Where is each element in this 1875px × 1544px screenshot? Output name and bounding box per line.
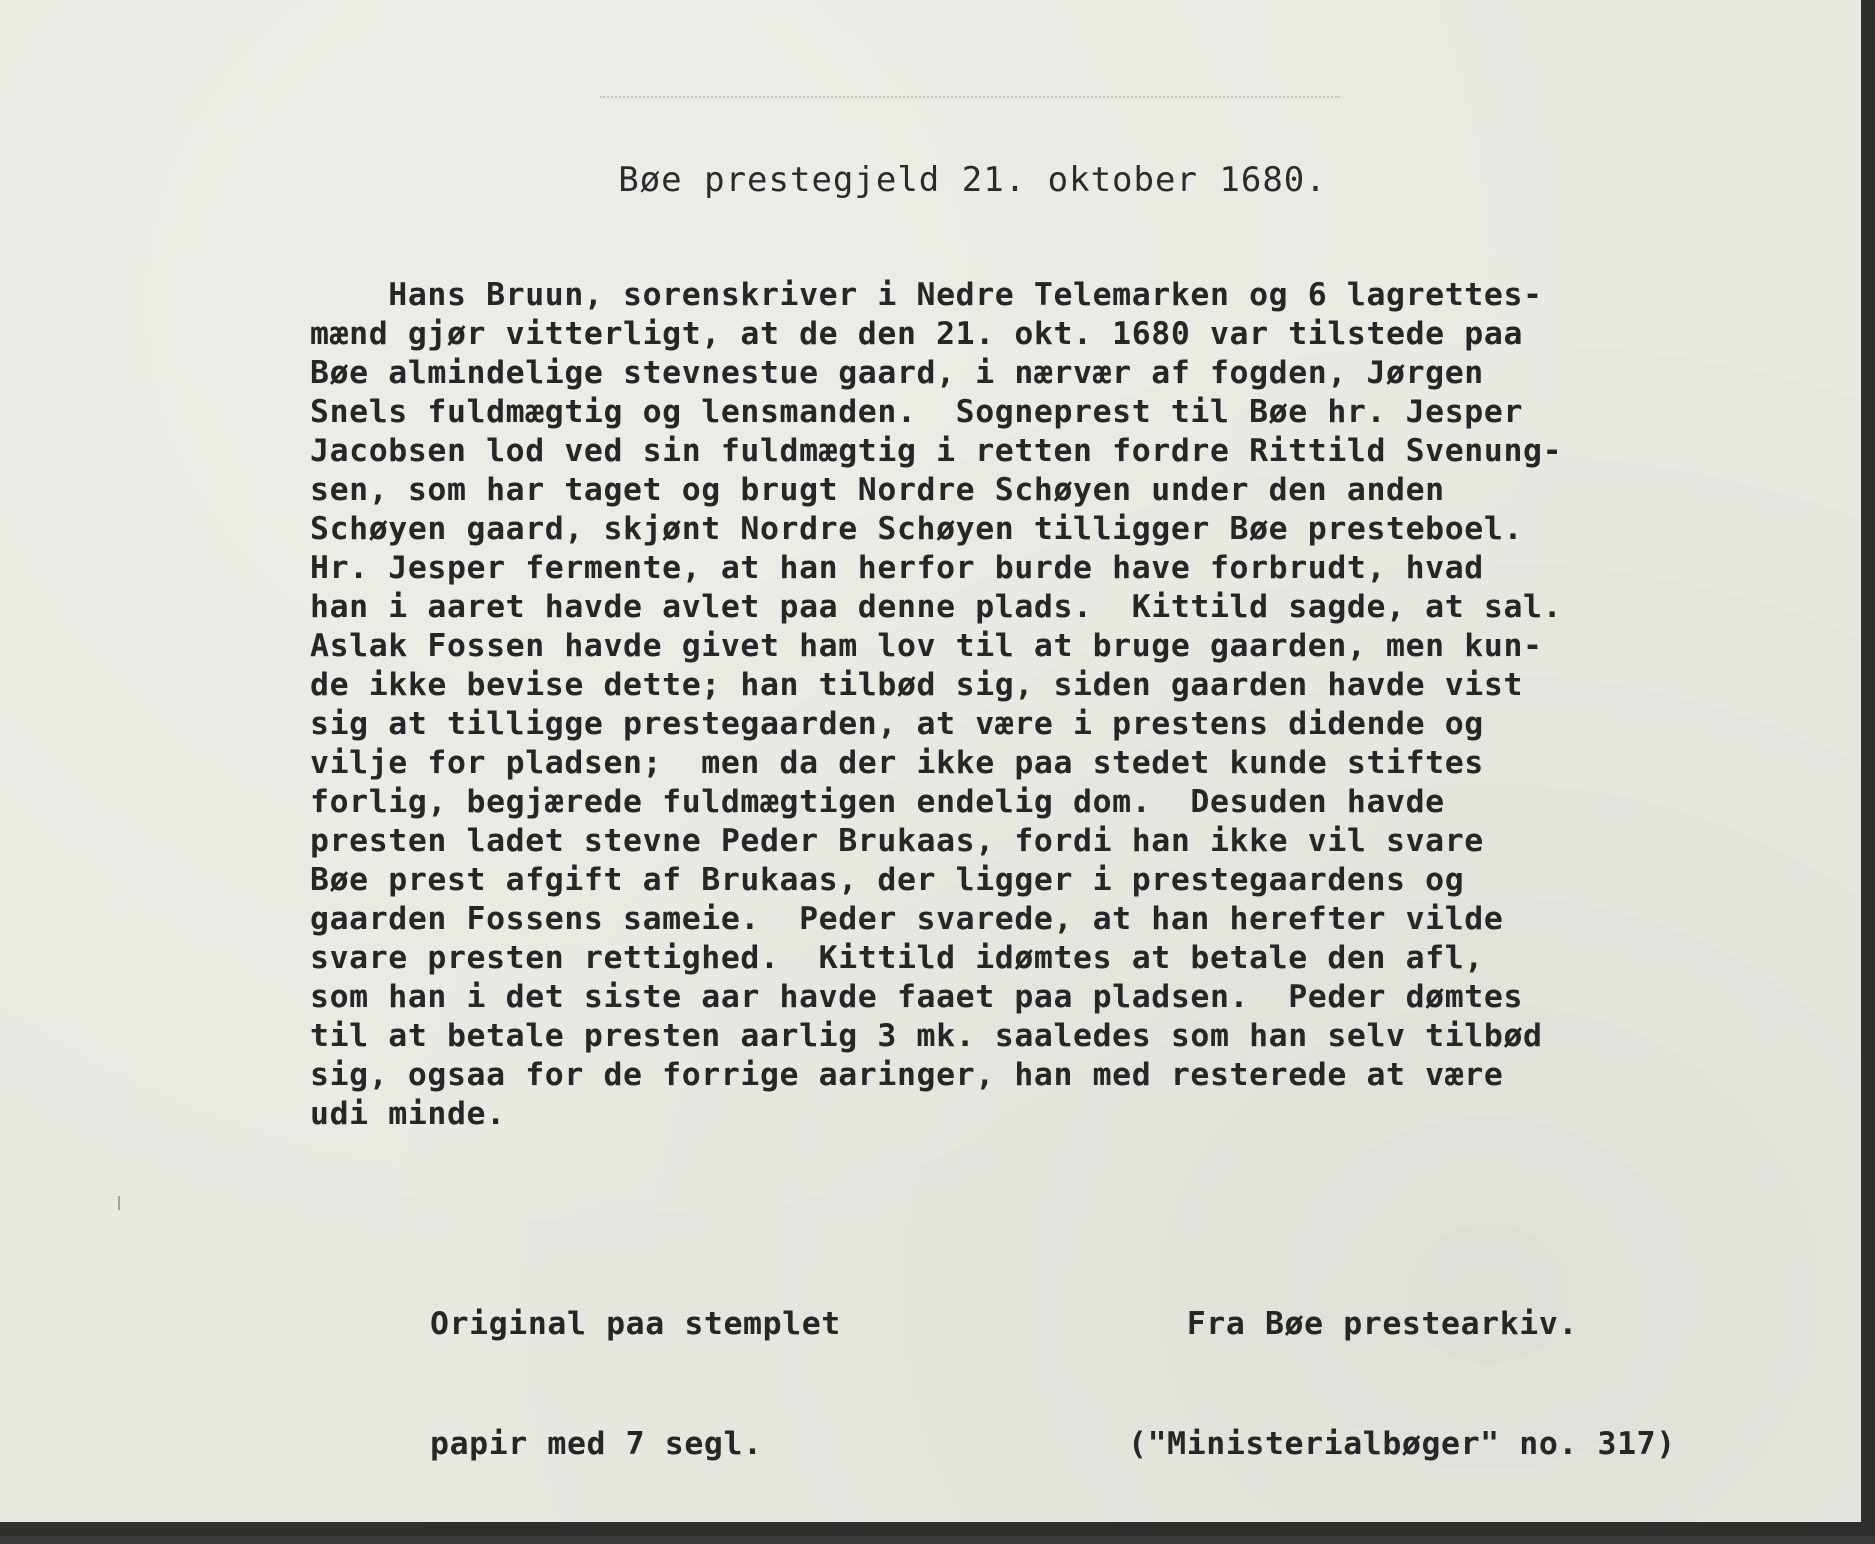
body-line: Hr. Jesper fermente, at han herfor burde have forbrudt, hvad — [310, 550, 1484, 586]
body-line: Bøe prest afgift af Brukaas, der ligger i prestegaardens og — [310, 862, 1465, 898]
body-line: til at betale presten aarlig 3 mk. saaledes som han selv tilbød — [310, 1018, 1543, 1054]
body-line: han i aaret havde avlet paa denne plads. Kittild sagde, at sal. — [310, 589, 1563, 625]
body-line: Schøyen gaard, skjønt Nordre Schøyen tilligger Bøe presteboel. — [310, 511, 1524, 547]
document-body — [310, 276, 1562, 1134]
document-title: Bøe prestegjeld 21. oktober 1680. — [618, 160, 1327, 200]
paper-mark — [118, 1196, 120, 1210]
body-line: Aslak Fossen havde givet ham lov til at bruge gaarden, men kun- — [310, 628, 1543, 664]
body-line: svare presten rettighed. Kittild idømtes at betale den afl, — [310, 940, 1484, 976]
body-line: som han i det siste aar havde faaet paa pladsen. Peder dømtes — [310, 979, 1524, 1015]
body-line: Hans Bruun, sorenskriver i Nedre Telemarken og 6 lagrettes- — [310, 277, 1543, 313]
footer-original-note — [430, 1224, 841, 1544]
body-line: de ikke bevise dette; han tilbød sig, siden gaarden havde vist — [310, 667, 1524, 703]
body-line: sen, som har taget og brugt Nordre Schøyen under den anden — [310, 472, 1445, 508]
body-line: Snels fuldmægtig og lensmanden. Sogneprest til Bøe hr. Jesper — [310, 394, 1524, 430]
body-line: vilje for pladsen; men da der ikke paa stedet kunde stiftes — [310, 745, 1484, 781]
body-line: presten ladet stevne Peder Brukaas, fordi han ikke vil svare — [310, 823, 1484, 859]
footer-right-line: Fra Bøe prestearkiv. — [1128, 1306, 1578, 1342]
footer-source-note — [1128, 1224, 1676, 1544]
body-line: Bøe almindelige stevnestue gaard, i nærvær af fogden, Jørgen — [310, 355, 1484, 391]
footer-left-line: papir med 7 segl. — [430, 1426, 763, 1462]
body-line: Jacobsen lod ved sin fuldmægtig i retten fordre Rittild Svenung- — [310, 433, 1563, 469]
body-line: sig, ogsaa for de forrige aaringer, han med resterede at være — [310, 1057, 1504, 1093]
body-line: udi minde. — [310, 1096, 506, 1132]
footer-right-line: ("Ministerialbøger" no. 317) — [1128, 1426, 1676, 1462]
body-line: forlig, begjærede fuldmægtigen endelig dom. Desuden havde — [310, 784, 1445, 820]
body-line: sig at tilligge prestegaarden, at være i prestens didende og — [310, 706, 1484, 742]
faint-typewriter-trace — [600, 96, 1340, 102]
body-line: mænd gjør vitterligt, at de den 21. okt. 1680 var tilstede paa — [310, 316, 1524, 352]
body-line: gaarden Fossens sameie. Peder svarede, at han herefter vilde — [310, 901, 1504, 937]
footer-left-line: Original paa stemplet — [430, 1306, 841, 1342]
